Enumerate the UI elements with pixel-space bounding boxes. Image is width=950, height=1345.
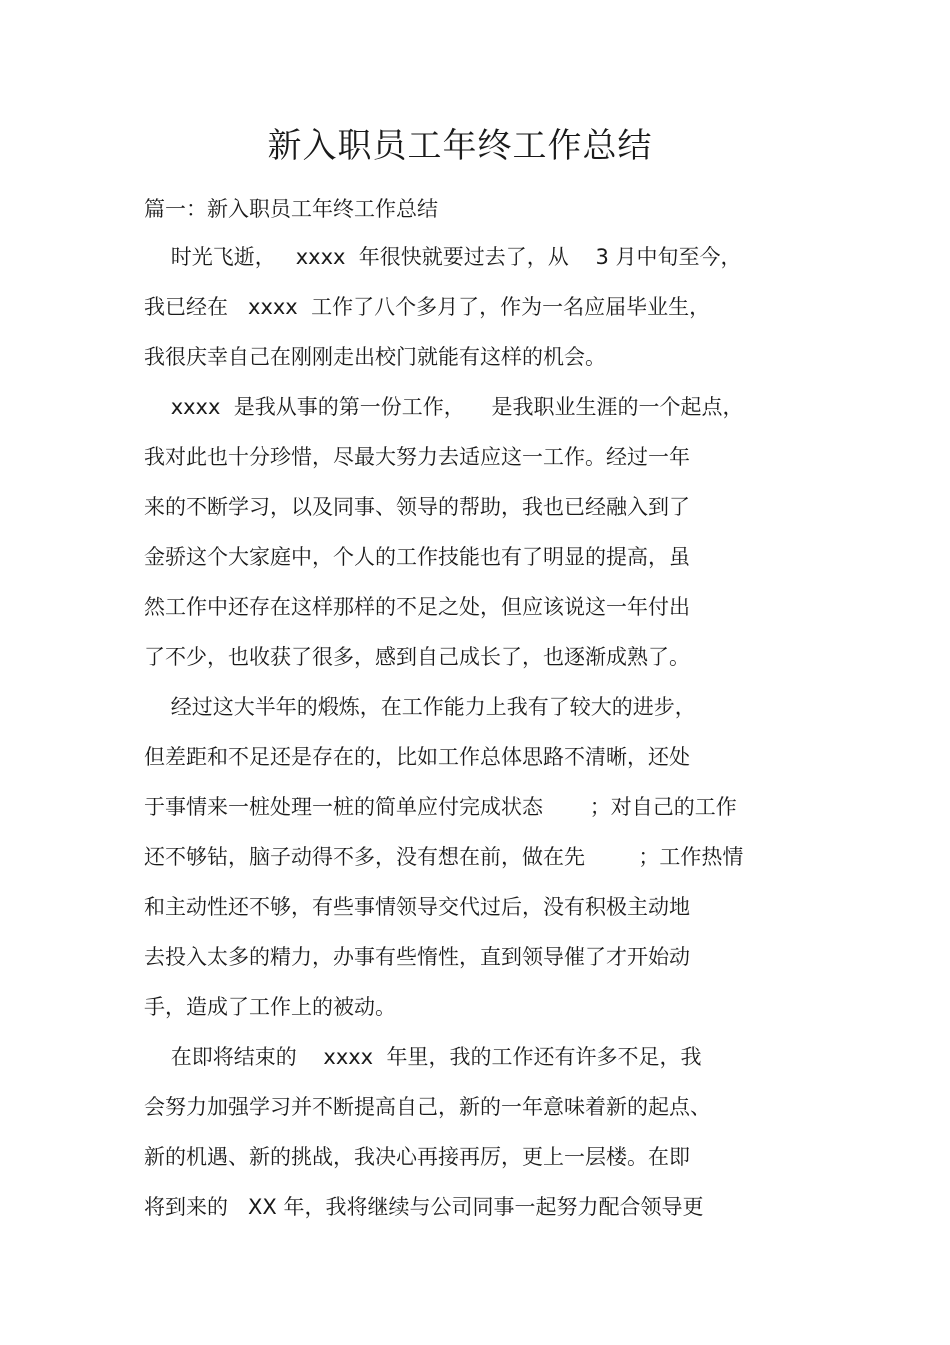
body-line: xxxx 是我从事的第一份工作， 是我职业生涯的一个起点，: [144, 395, 744, 419]
document-title: 新入职员工年终工作总结: [267, 126, 653, 166]
body-line: 了不少，也收获了很多，感到自己成长了，也逐渐成熟了。: [144, 645, 690, 669]
body-line: 我对此也十分珍惜，尽最大努力去适应这一工作。经过一年: [144, 445, 690, 469]
body-line: 经过这大半年的煅炼，在工作能力上我有了较大的进步，: [144, 695, 696, 719]
body-line: 去投入太多的精力，办事有些惰性，直到领导催了才开始动: [144, 945, 690, 969]
body-line: 但差距和不足还是存在的，比如工作总体思路不清晰，还处: [144, 745, 690, 769]
body-line: 手，造成了工作上的被动。: [144, 995, 396, 1019]
document-body: [144, 240, 824, 1240]
body-line: 于事情来一桩处理一桩的简单应付完成状态 ；对自己的工作: [144, 795, 737, 819]
body-line: 我很庆幸自己在刚刚走出校门就能有这样的机会。: [144, 345, 606, 369]
body-line: 将到来的 XX 年，我将继续与公司同事一起努力配合领导更: [144, 1195, 704, 1219]
body-line: 新的机遇、新的挑战，我决心再接再厉，更上一层楼。在即: [144, 1145, 690, 1169]
document-subtitle: 篇一：新入职员工年终工作总结: [144, 197, 438, 221]
body-line: 还不够钻，脑子动得不多，没有想在前，做在先 ；工作热情: [144, 845, 744, 869]
body-line: 金骄这个大家庭中，个人的工作技能也有了明显的提高，虽: [144, 545, 690, 569]
body-line: 来的不断学习，以及同事、领导的帮助，我也已经融入到了: [144, 495, 690, 519]
body-line: 和主动性还不够，有些事情领导交代过后，没有积极主动地: [144, 895, 690, 919]
body-line: 我已经在 xxxx 工作了八个多月了，作为一名应届毕业生，: [144, 295, 711, 319]
body-line: 然工作中还存在这样那样的不足之处，但应该说这一年付出: [144, 595, 690, 619]
body-line: 时光飞逝， xxxx 年很快就要过去了，从 3 月中旬至今，: [144, 245, 742, 269]
body-line: 会努力加强学习并不断提高自己，新的一年意味着新的起点、: [144, 1095, 711, 1119]
body-line: 在即将结束的 xxxx 年里，我的工作还有许多不足，我: [144, 1045, 702, 1069]
